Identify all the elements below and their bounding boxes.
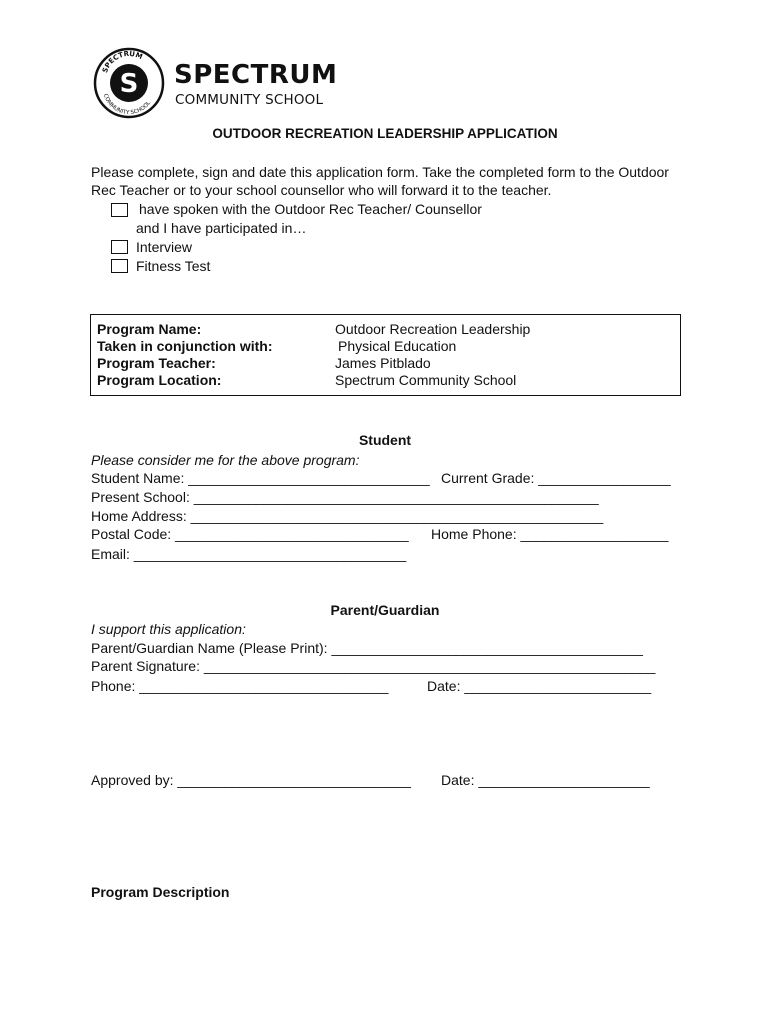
- parent-date-field[interactable]: Date: ________________________: [427, 678, 652, 694]
- conjunction-label: Taken in conjunction with:: [97, 338, 273, 354]
- intro-line-2: Rec Teacher or to your school counsellor who will forward it to the teacher.: [91, 182, 552, 198]
- parent-phone-field[interactable]: Phone: ________________________________: [91, 678, 389, 694]
- approval-date-field[interactable]: Date: ______________________: [441, 772, 650, 788]
- approved-by-field[interactable]: Approved by: ______________________________: [91, 772, 411, 788]
- program-teacher-value: James Pitblado: [335, 355, 431, 371]
- program-name-value: Outdoor Recreation Leadership: [335, 321, 531, 337]
- spoken-checkbox[interactable]: [111, 203, 128, 217]
- fitness-test-label: Fitness Test: [136, 258, 211, 274]
- current-grade-field[interactable]: Current Grade: _________________: [441, 470, 671, 486]
- program-name-label: Program Name:: [97, 321, 202, 337]
- parent-note: I support this application:: [91, 621, 246, 637]
- svg-text:SPECTRUM: SPECTRUM: [100, 49, 144, 74]
- logo-subtitle: COMMUNITY SCHOOL: [175, 92, 324, 108]
- interview-label: Interview: [136, 239, 193, 255]
- participated-label: and I have participated in…: [136, 220, 307, 236]
- spoken-label: have spoken with the Outdoor Rec Teacher/ Counsellor: [139, 201, 482, 217]
- student-name-field[interactable]: Student Name: _______________________________: [91, 470, 430, 486]
- interview-checkbox[interactable]: [111, 240, 128, 254]
- program-teacher-label: Program Teacher:: [97, 355, 216, 371]
- fitness-test-checkbox[interactable]: [111, 259, 128, 273]
- program-location-label: Program Location:: [97, 372, 222, 388]
- student-heading: Student: [358, 432, 412, 448]
- parent-name-field[interactable]: Parent/Guardian Name (Please Print): ________________________________________: [91, 640, 643, 656]
- page-title: OUTDOOR RECREATION LEADERSHIP APPLICATION: [212, 126, 558, 141]
- intro-line-1: Please complete, sign and date this application form. Take the completed form to the Outdoor: [91, 164, 669, 180]
- home-address-field[interactable]: Home Address: _____________________________________________________: [91, 508, 604, 524]
- conjunction-value: Physical Education: [338, 338, 457, 354]
- logo-name: SPECTRUM: [174, 60, 338, 90]
- home-phone-field[interactable]: Home Phone: ___________________: [431, 526, 669, 542]
- parent-heading: Parent/Guardian: [330, 602, 440, 618]
- program-description-heading: Program Description: [91, 884, 230, 900]
- school-seal-icon: [92, 46, 166, 120]
- present-school-field[interactable]: Present School: ____________________________________________________: [91, 489, 599, 505]
- svg-text:COMMUNITY SCHOOL: COMMUNITY SCHOOL: [101, 93, 153, 117]
- svg-text:S: S: [119, 69, 139, 99]
- email-field[interactable]: Email: ___________________________________: [91, 546, 407, 562]
- postal-code-field[interactable]: Postal Code: ______________________________: [91, 526, 409, 542]
- student-note: Please consider me for the above program:: [91, 452, 360, 468]
- school-logo: [92, 46, 342, 126]
- program-location-value: Spectrum Community School: [335, 372, 517, 388]
- parent-signature-field[interactable]: Parent Signature: __________________________________________________________: [91, 658, 656, 674]
